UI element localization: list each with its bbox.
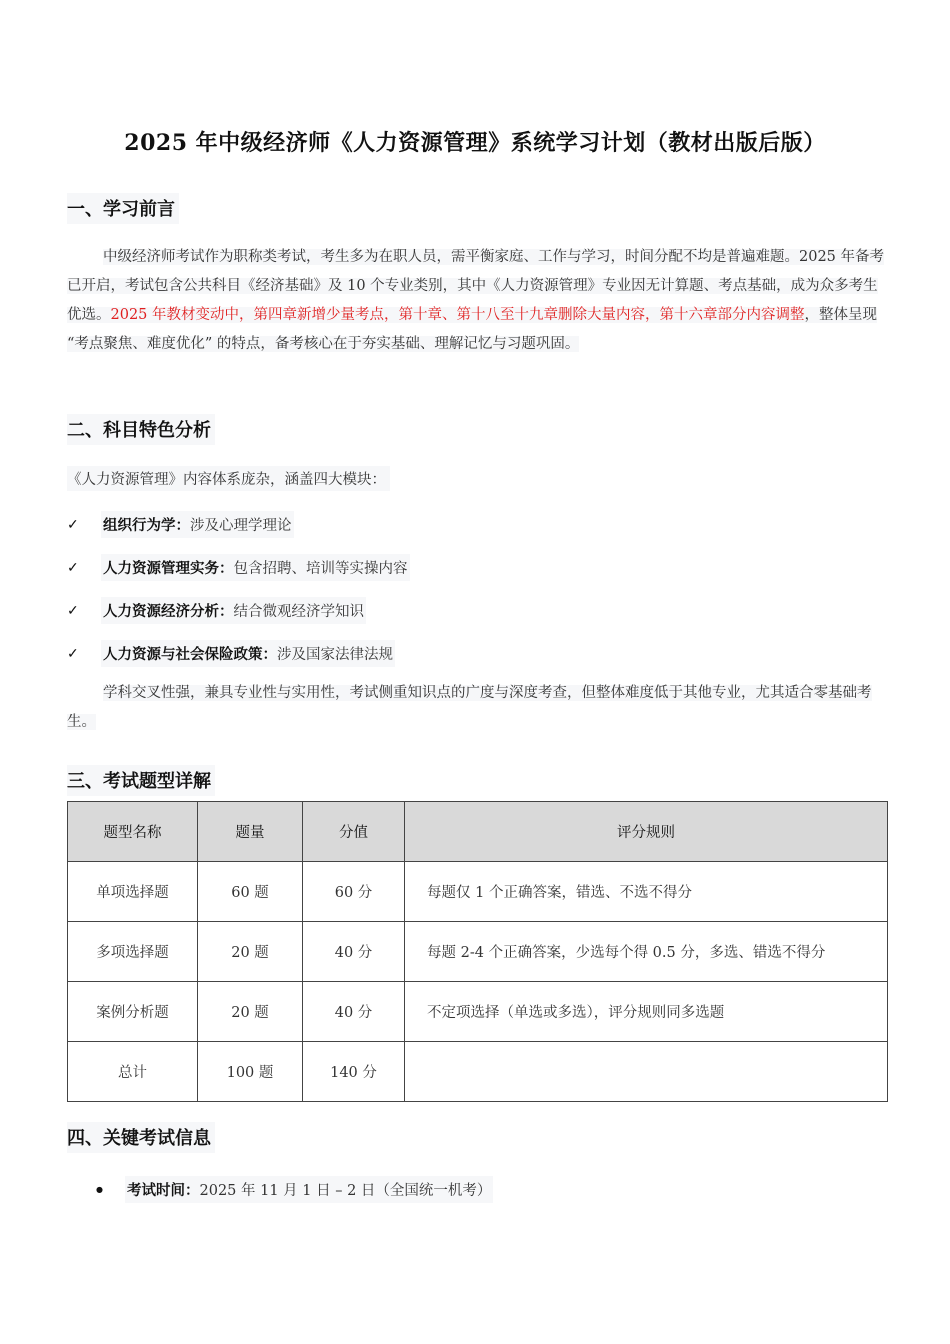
list-item bbox=[67, 597, 366, 624]
table-header-row bbox=[68, 802, 888, 862]
cell-rule: 每题 2-4 个正确答案，少选每个得 0.5 分，多选、错选不得分 bbox=[405, 922, 888, 982]
section-heading-1: 一、学习前言 bbox=[67, 193, 179, 224]
para-highlight-red: 2025 年教材变动中，第四章新增少量考点，第十章、第十八至十九章删除大量内容，第十六章部分内容调整 bbox=[110, 307, 805, 323]
item-label: 人力资源经济分析： bbox=[103, 604, 234, 620]
check-icon: ✓ bbox=[67, 559, 79, 576]
item-text: 结合微观经济学知识 bbox=[233, 604, 364, 620]
check-icon: ✓ bbox=[67, 602, 79, 619]
list-item bbox=[67, 554, 410, 581]
cell-count: 20 题 bbox=[198, 982, 303, 1042]
section-heading-3: 三、考试题型详解 bbox=[67, 765, 215, 796]
cell-score: 140 分 bbox=[303, 1042, 405, 1102]
cell-rule: 不定项选择（单选或多选），评分规则同多选题 bbox=[405, 982, 888, 1042]
list-item bbox=[67, 511, 294, 538]
check-icon: ✓ bbox=[67, 645, 79, 662]
table-row bbox=[68, 982, 888, 1042]
item-text: 2025 年 11 月 1 日 – 2 日（全国统一机考） bbox=[199, 1183, 492, 1199]
list-item bbox=[67, 640, 395, 667]
cell-type: 案例分析题 bbox=[68, 982, 198, 1042]
list-item bbox=[96, 1176, 493, 1203]
section1-paragraph bbox=[67, 243, 887, 359]
section2-closing bbox=[67, 679, 887, 737]
bullet-icon: ● bbox=[96, 1185, 103, 1194]
item-label: 组织行为学： bbox=[103, 518, 190, 534]
item-text: 涉及心理学理论 bbox=[190, 518, 292, 534]
cell-type: 单项选择题 bbox=[68, 862, 198, 922]
section-heading-2: 二、科目特色分析 bbox=[67, 414, 215, 445]
section-heading-4: 四、关键考试信息 bbox=[67, 1122, 215, 1153]
cell-score: 40 分 bbox=[303, 982, 405, 1042]
item-text: 涉及国家法律法规 bbox=[277, 647, 393, 663]
exam-types-table bbox=[67, 801, 888, 1102]
cell-score: 60 分 bbox=[303, 862, 405, 922]
table-row bbox=[68, 862, 888, 922]
column-header: 评分规则 bbox=[405, 802, 888, 862]
item-label: 人力资源管理实务： bbox=[103, 561, 234, 577]
para-text: 中级经济师考试作为职称类考试，考生多为在职人员，需平衡家庭、工作与学习，时间分配不均是普遍难题。2025 年备考已开启，考试包含公共科目《经济基础》及 10 个专业类别，其中《人力资源管理》专业因无计算题、考点基础，成为众多考生优选。 bbox=[67, 249, 885, 323]
para-text-end: ，整体呈现 “考点聚焦、难度优化” 的特点，备考核心在于夯实基础、理解记忆与习题巩固。 bbox=[67, 307, 878, 352]
section2-intro: 《人力资源管理》内容体系庞杂，涵盖四大模块： bbox=[67, 466, 390, 491]
column-header: 题型名称 bbox=[68, 802, 198, 862]
cell-count: 100 题 bbox=[198, 1042, 303, 1102]
column-header: 题量 bbox=[198, 802, 303, 862]
document-title: 2025 年中级经济师《人力资源管理》系统学习计划（教材出版后版） bbox=[124, 130, 826, 156]
cell-type: 总计 bbox=[68, 1042, 198, 1102]
table-row bbox=[68, 922, 888, 982]
cell-score: 40 分 bbox=[303, 922, 405, 982]
table-row-total bbox=[68, 1042, 888, 1102]
cell-type: 多项选择题 bbox=[68, 922, 198, 982]
column-header: 分值 bbox=[303, 802, 405, 862]
item-label: 考试时间： bbox=[127, 1183, 200, 1199]
cell-count: 60 题 bbox=[198, 862, 303, 922]
item-text: 包含招聘、培训等实操内容 bbox=[233, 561, 408, 577]
closing-text: 学科交叉性强，兼具专业性与实用性，考试侧重知识点的广度与深度考查，但整体难度低于其他专业，尤其适合零基础考生。 bbox=[67, 685, 872, 730]
cell-rule: 每题仅 1 个正确答案，错选、不选不得分 bbox=[405, 862, 888, 922]
cell-count: 20 题 bbox=[198, 922, 303, 982]
cell-rule bbox=[405, 1042, 888, 1102]
item-label: 人力资源与社会保险政策： bbox=[103, 647, 277, 663]
check-icon: ✓ bbox=[67, 516, 79, 533]
